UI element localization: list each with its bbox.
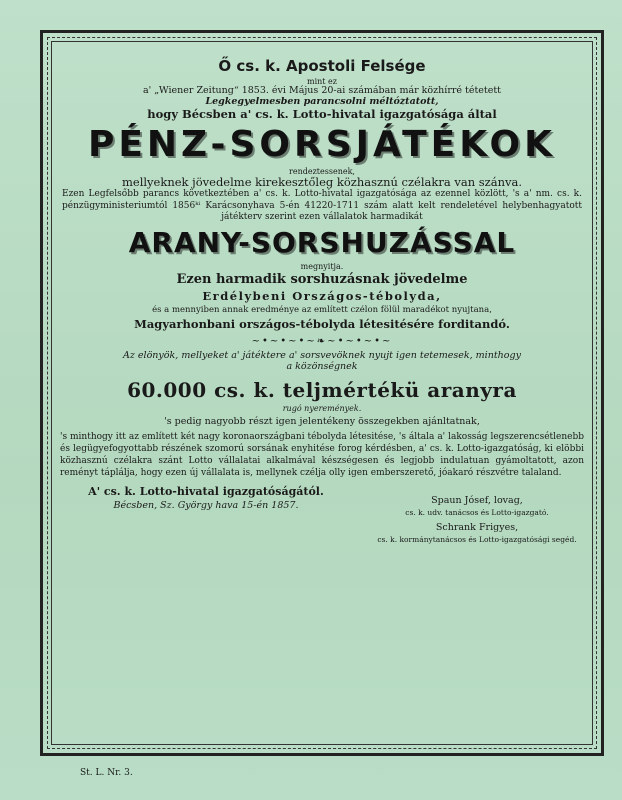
signature-block [56,486,588,556]
second-title: ARANY-SORSHUZÁSSAL [128,226,516,260]
intro-paragraph: Ezen Legfelsőbb parancs következtében a' cs. k. Lotto-hivatal igazgatósága az ezennel közlött, 's a' nm. cs. k. pénzügyministeriumtól 1856ᵏⁱ Karácsonyhava 5-én 41220-1711 szám alatt kelt rendeletével helybenhagyatott játékterv szerint ezen vállalatok harmadikát [62,189,582,222]
header-mint: mint ez [306,77,337,87]
main-title: PÉNZ-SORSJÁTÉKOK [87,123,557,165]
megnyitja: megnyitja. [300,262,344,272]
header-line-1: a' „Wiener Zeitung“ 1853. évi Május 20-ai számában már közhírré tétetett [143,85,501,97]
advantages-line-4: 's pedig nagyobb részt igen jelentékeny összegekben ajánltatnak, [164,416,480,428]
header-line-3: hogy Bécsben a' cs. k. Lotto-hivatal igazgatósága által [147,107,497,122]
opening-line-1: Ezen harmadik sorshuzásnak jövedelme [176,272,468,288]
header-title: Ő cs. k. Apostoli Felsége [218,57,426,75]
advantages-line-3: rugó nyeremények. [282,403,362,413]
opening-line-2: Erdélybeni Országos-tébolyda, [202,289,442,304]
advantages-line-2: a közönségnek [286,360,358,372]
signature-name-1: Spaun Jósef, lovag, [431,494,523,506]
header-line-2: Legkegyelmesben parancsolni méltóztatott, [205,96,439,108]
signature-title-2: cs. k. kormánytanácsos és Lotto-igazgatósági segéd. [377,535,577,545]
rendeztessenek: rendeztessenek, [289,166,355,176]
signature-left [76,486,336,513]
signature-name-2: Schrank Frigyes, [435,522,519,534]
ornament-divider: ~•~•~•~❧~•~•~•~ [251,335,393,347]
signature-title-1: cs. k. udv. tanácsos és Lotto-igazgató. [405,507,549,517]
signature-place-date: Bécsben, Sz. György hava 15-én 1857. [113,500,299,512]
signature-right [366,496,588,545]
gold-prize: 60.000 cs. k. teljmértékü aranyra [127,377,517,402]
signature-office: A' cs. k. Lotto-hivatal igazgatóságától. [88,484,324,498]
opening-line-3: és a mennyiben annak eredménye az említett czélon fölül maradékot nyujtana, [152,304,492,315]
purpose-line: mellyeknek jövedelme kirekesztőleg közhasznú czélakra van szánva. [121,175,522,190]
footer-code: St. L. Nr. 3. [80,768,133,778]
advantages-paragraph: 's minthogy itt az említett két nagy koronaországbani tébolyda létesitése, 's általa a' lakosság legszerencsétlenebb és legügyefogyottabb részének szomorú sorsának enyhitése forog kérdésben, a' cs. k. Lotto-igazgatóság, ki elöbbi közhasznú czélakra szánt Lotto vállalatai alkalmával készségesen és legjobb indulatuan gyámoltatott, azon reményt táplálja, hogy ezen új vállalata is, mellynek czélja olly igen emberszerető, jóakaró részvétre talaland. [60,432,584,479]
document-content [56,50,588,750]
advantages-line-1: Az elönyök, mellyeket a' játéktere a' sorsvevöknek nyujt igen tetemesek, minthogy [123,350,521,362]
opening-line-4: Magyarhonbani országos-tébolyda létesitésére forditandó. [134,317,510,332]
